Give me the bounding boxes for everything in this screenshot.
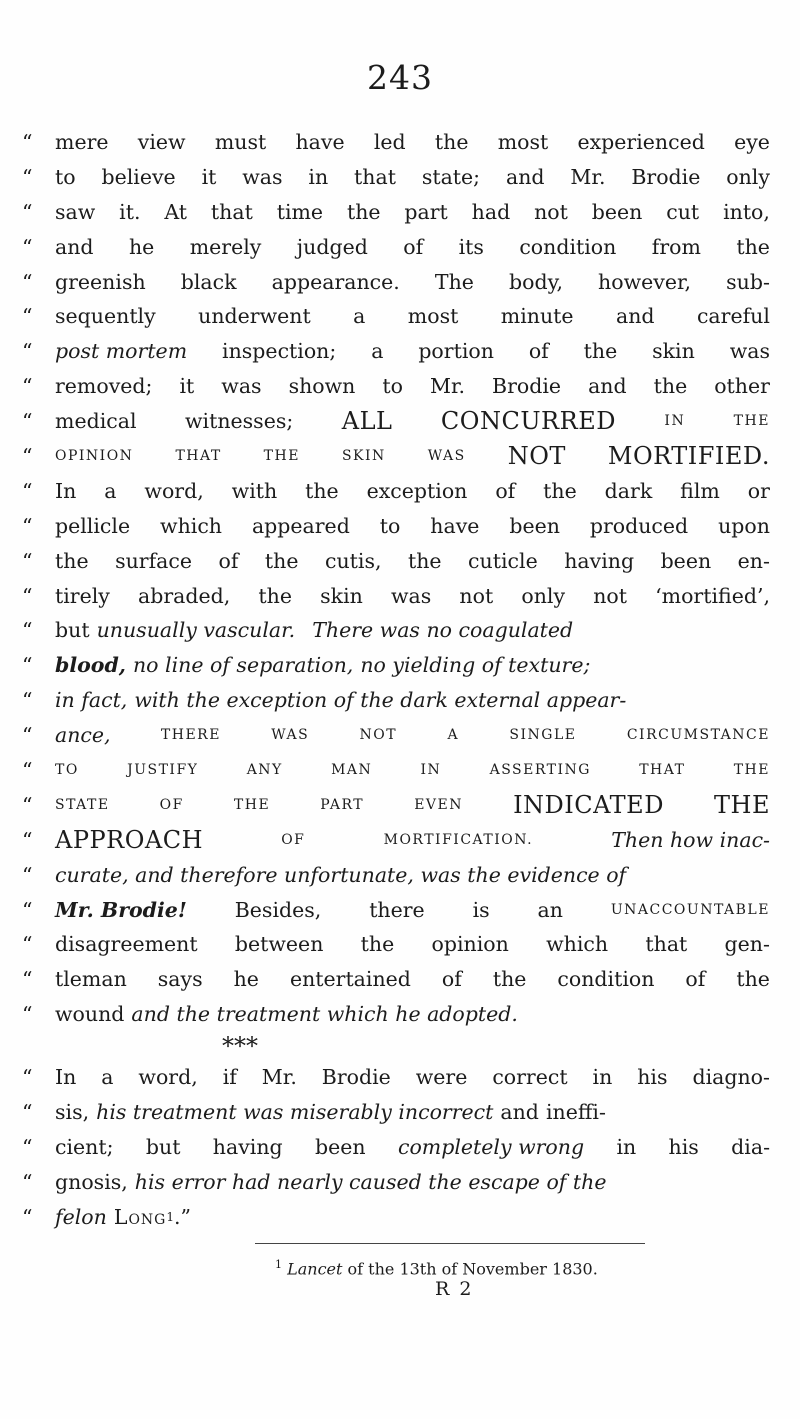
word: witnesses;	[184, 409, 294, 434]
word: the	[434, 130, 469, 154]
text-line	[22, 334, 770, 369]
word: a	[101, 1065, 114, 1090]
capitals: CONCURRED	[440, 407, 616, 436]
word: the	[543, 478, 577, 503]
word: cut	[666, 199, 700, 224]
small-caps: OPINION	[55, 448, 134, 465]
word: if	[222, 1065, 237, 1090]
word: not	[534, 199, 568, 224]
word: other	[714, 374, 770, 399]
small-caps: THAT	[175, 448, 222, 465]
small-caps-name: Long	[113, 1204, 167, 1229]
text-line	[22, 369, 770, 404]
word: Brodie	[631, 164, 701, 189]
word: skin	[320, 583, 363, 608]
word: word,	[138, 1065, 198, 1090]
text-line	[22, 858, 770, 893]
quote-mark: “	[22, 862, 33, 887]
text-line	[22, 1130, 770, 1165]
word: but	[55, 618, 90, 643]
page-number: 243	[367, 58, 433, 97]
word: in	[308, 164, 329, 189]
capitals: NOT	[507, 442, 566, 471]
emphasis: in fact,	[55, 688, 128, 713]
word: from	[651, 234, 701, 259]
word: which	[160, 513, 223, 538]
word: a	[371, 339, 384, 364]
word: pellicle	[55, 513, 131, 538]
small-caps: A	[447, 727, 460, 744]
word: Brodie	[321, 1065, 391, 1090]
text-line	[22, 893, 770, 928]
word: underwent	[198, 304, 311, 329]
small-caps: WAS	[271, 727, 310, 744]
capitals: INDICATED	[513, 790, 664, 819]
footnote-reference: 1	[166, 1209, 174, 1224]
quote-mark: “	[22, 164, 33, 189]
word: been	[591, 199, 643, 224]
word: have	[295, 130, 345, 154]
quote-mark: “	[22, 1100, 33, 1125]
word: the	[55, 548, 89, 573]
word: his	[668, 1134, 699, 1159]
emphasis: Mr. Brodie!	[55, 897, 187, 922]
quote-mark: “	[22, 932, 33, 957]
word: to	[379, 513, 401, 538]
emphasis: There was no coagulated	[312, 618, 574, 643]
signature-mark: R 2	[435, 1278, 474, 1300]
word: of	[441, 967, 462, 992]
small-caps: THE	[263, 448, 300, 465]
word: mere	[55, 130, 109, 154]
emphasis: completely wrong	[397, 1134, 585, 1159]
word: inspection;	[222, 339, 337, 364]
word: an	[537, 897, 563, 922]
word: was	[242, 164, 283, 189]
word: to	[382, 374, 403, 399]
word: cutis,	[324, 548, 382, 573]
small-caps: ANY	[246, 762, 283, 779]
text-line	[22, 439, 770, 474]
capitals: THE	[714, 790, 770, 819]
quote-mark: “	[22, 409, 33, 434]
small-caps: THE	[233, 796, 271, 813]
word: Mr.	[570, 164, 606, 189]
word: believe	[101, 164, 176, 189]
quote-mark: “	[22, 444, 33, 469]
word: medical	[55, 409, 137, 434]
text-line	[22, 997, 770, 1032]
word: appearance.	[271, 269, 400, 294]
small-caps: THERE	[160, 727, 221, 744]
word: correct	[492, 1065, 568, 1090]
word: between	[234, 932, 324, 957]
quote-mark: “	[22, 130, 33, 154]
word: most	[497, 130, 549, 154]
word: having	[564, 548, 635, 573]
word: gen-	[724, 932, 770, 957]
text-line	[22, 404, 770, 439]
word: it	[179, 374, 195, 399]
small-caps: IN	[664, 413, 686, 430]
text-line	[22, 544, 770, 579]
word: not	[593, 583, 627, 608]
word: the	[407, 548, 442, 573]
word: and	[615, 304, 655, 329]
text-line	[22, 718, 770, 753]
word: In	[55, 1065, 77, 1090]
asterisk: *	[222, 1032, 234, 1061]
word: The	[434, 269, 474, 294]
emphasis: curate, and therefore unfortunate, was the evidence of	[55, 862, 627, 887]
text-line	[22, 823, 770, 858]
quote-mark: “	[22, 1134, 33, 1159]
word: ineffi-	[545, 1100, 606, 1125]
text-line	[22, 265, 770, 300]
word: that	[645, 932, 688, 957]
quote-mark: “	[22, 269, 33, 294]
word: abraded,	[138, 583, 231, 608]
small-caps: IN	[420, 762, 442, 779]
text-line	[22, 613, 770, 648]
word: the	[583, 339, 618, 364]
quote-mark: “	[22, 1204, 33, 1229]
small-caps: OF	[281, 831, 306, 848]
word: diagno-	[692, 1065, 770, 1090]
word: it	[201, 164, 217, 189]
text-line	[22, 299, 770, 334]
word: or	[747, 478, 770, 503]
word: disagreement	[55, 932, 198, 957]
word: to	[55, 164, 76, 189]
word: only	[726, 164, 770, 189]
word: condition	[519, 234, 617, 259]
word: sis,	[55, 1100, 90, 1125]
quote-mark: “	[22, 653, 33, 678]
word: judged	[296, 234, 368, 259]
word: been	[660, 548, 712, 573]
emphasis: with the exception of the dark external appear-	[134, 688, 627, 713]
text-line	[22, 1060, 770, 1095]
small-caps: THAT	[639, 762, 686, 779]
word: into,	[723, 199, 770, 224]
word: the	[653, 374, 688, 399]
word: sub-	[726, 269, 770, 294]
emphasis: felon	[55, 1204, 107, 1229]
word: minute	[500, 304, 574, 329]
word: wound	[55, 1002, 125, 1027]
text-line	[22, 1200, 770, 1235]
small-caps: EVEN	[414, 796, 464, 813]
quote-mark: “	[22, 1169, 33, 1194]
word: the	[360, 932, 395, 957]
word: had	[471, 199, 511, 224]
word: cuticle	[468, 548, 538, 573]
quote-mark: “	[22, 618, 33, 643]
word: eye	[734, 130, 770, 154]
word: produced	[589, 513, 689, 538]
word: appeared	[251, 513, 350, 538]
quote-mark: “	[22, 374, 33, 399]
capitals: MORTIFIED.	[607, 442, 770, 471]
word: having	[212, 1134, 283, 1159]
quote-mark: “	[22, 478, 33, 503]
word: must	[214, 130, 267, 154]
word: view	[137, 130, 186, 154]
small-caps: SINGLE	[509, 727, 577, 744]
word: tirely	[55, 583, 110, 608]
word: the	[346, 199, 381, 224]
word: the	[736, 234, 770, 259]
word: gnosis,	[55, 1169, 128, 1194]
word: it.	[119, 199, 141, 224]
word: of	[528, 339, 549, 364]
word: opinion	[431, 932, 509, 957]
footnote-text: of the 13th of November 1830.	[342, 1259, 598, 1279]
small-caps: WAS	[427, 448, 466, 465]
text-line	[22, 1095, 770, 1130]
word: the	[492, 967, 527, 992]
text-line	[22, 1165, 770, 1200]
small-caps: SKIN	[341, 448, 386, 465]
word: that	[354, 164, 396, 189]
word: condition	[557, 967, 655, 992]
text-line	[22, 753, 770, 788]
text-line	[22, 788, 770, 823]
word: upon	[718, 513, 770, 538]
word: in	[616, 1134, 637, 1159]
quote-mark: “	[22, 758, 33, 783]
word: Mr.	[429, 374, 466, 399]
word: the	[736, 967, 770, 992]
word: most	[407, 304, 459, 329]
quote-mark: “	[22, 967, 33, 992]
emphasis: unusually vascular.	[96, 618, 296, 643]
asterisk: *	[234, 1032, 246, 1061]
word: film	[680, 478, 720, 503]
word: says	[157, 967, 203, 992]
small-caps: UNACCOUNTABLE	[610, 901, 770, 918]
word: and	[500, 1100, 539, 1125]
word: its	[458, 234, 484, 259]
word: exception	[366, 478, 468, 503]
small-caps: OF	[159, 796, 184, 813]
word: not	[459, 583, 494, 608]
footnote-source: Lancet	[287, 1259, 343, 1279]
text-line	[22, 648, 770, 683]
text-line	[22, 579, 770, 614]
small-caps: PART	[320, 796, 365, 813]
emphasis: blood,	[55, 653, 126, 678]
emphasis: his error had nearly caused the escape of the	[134, 1169, 607, 1194]
small-caps: MAN	[331, 762, 373, 779]
word: which	[546, 932, 609, 957]
small-caps: MORTIFICATION.	[383, 831, 534, 848]
word: shown	[288, 374, 356, 399]
word: tleman	[55, 967, 127, 992]
word: dark	[604, 478, 653, 503]
word: time	[276, 199, 324, 224]
word: portion	[418, 339, 494, 364]
footnote	[275, 1254, 598, 1280]
word: body,	[509, 269, 563, 294]
word: greenish	[55, 269, 146, 294]
word: black	[180, 269, 237, 294]
quote-mark: “	[22, 897, 33, 922]
quote-mark: “	[22, 199, 33, 224]
word: state;	[421, 164, 481, 189]
word: cient;	[55, 1134, 114, 1159]
word: Mr.	[261, 1065, 297, 1090]
emphasis: Then how inac-	[611, 827, 770, 852]
small-caps: CIRCUMSTANCE	[626, 727, 770, 744]
word: In	[55, 478, 77, 503]
word: word,	[144, 478, 204, 503]
word: of	[685, 967, 706, 992]
quote-mark: “	[22, 583, 33, 608]
emphasis: his treatment was miserably incorrect	[96, 1100, 494, 1125]
emphasis: no line of separation,	[132, 653, 354, 678]
quote-mark: “	[22, 688, 33, 713]
quote-mark: “	[22, 827, 33, 852]
body-text	[22, 125, 770, 1235]
section-break	[22, 1032, 770, 1060]
text-line	[22, 683, 770, 718]
small-caps: STATE	[55, 796, 110, 813]
word: with	[231, 478, 278, 503]
word: and	[588, 374, 627, 399]
text-line	[22, 509, 770, 544]
emphasis: post mortem	[55, 339, 188, 364]
quote-mark: “	[22, 792, 33, 817]
word: saw	[55, 199, 96, 224]
word: his	[637, 1065, 668, 1090]
text-line	[22, 474, 770, 509]
word: only	[521, 583, 566, 608]
text-line	[22, 927, 770, 962]
text-line	[22, 962, 770, 997]
word: the	[305, 478, 339, 503]
text-line	[22, 230, 770, 265]
quote-mark: “	[22, 234, 33, 259]
word: led	[373, 130, 406, 154]
small-caps: THE	[733, 762, 770, 779]
word: At	[164, 199, 188, 224]
small-caps: NOT	[359, 727, 398, 744]
text-line	[22, 160, 770, 195]
capitals: ALL	[341, 407, 393, 436]
word: is	[472, 897, 490, 922]
word: skin	[652, 339, 695, 364]
word: in	[592, 1065, 613, 1090]
word: a	[104, 478, 117, 503]
word: sequently	[55, 304, 156, 329]
word: ‘mortified’,	[655, 583, 770, 608]
emphasis: no yielding of texture;	[360, 653, 591, 678]
capitals: APPROACH	[55, 825, 203, 854]
word: Brodie	[492, 374, 562, 399]
word: he	[128, 234, 155, 259]
small-caps: THE	[733, 413, 770, 430]
word: surface	[115, 548, 193, 573]
word: of	[403, 234, 424, 259]
footnote-rule	[255, 1243, 645, 1244]
word: careful	[696, 304, 770, 329]
quote-mark: “	[22, 548, 33, 573]
text-line	[22, 125, 770, 160]
small-caps: TO	[55, 762, 79, 779]
word: a	[353, 304, 366, 329]
word: .”	[174, 1204, 191, 1229]
word: were	[415, 1065, 468, 1090]
word: and	[505, 164, 545, 189]
emphasis: ance,	[55, 723, 111, 748]
word: there	[369, 897, 425, 922]
word: and	[55, 234, 94, 259]
quote-mark: “	[22, 339, 33, 364]
text-line	[22, 195, 770, 230]
word: however,	[598, 269, 692, 294]
quote-mark: “	[22, 1002, 33, 1027]
word: part	[404, 199, 448, 224]
quote-mark: “	[22, 304, 33, 329]
small-caps: ASSERTING	[489, 762, 591, 779]
word: but	[145, 1134, 181, 1159]
word: entertained	[289, 967, 411, 992]
word: been	[509, 513, 560, 538]
small-caps: JUSTIFY	[127, 762, 199, 779]
word: have	[430, 513, 480, 538]
word: of	[218, 548, 239, 573]
word: was	[729, 339, 770, 364]
emphasis: and the treatment which he adopted.	[131, 1002, 518, 1027]
asterisk: *	[246, 1032, 258, 1061]
word: been	[315, 1134, 366, 1159]
word: of	[495, 478, 516, 503]
word: the	[264, 548, 299, 573]
quote-mark: “	[22, 513, 33, 538]
word: was	[221, 374, 262, 399]
word: Besides,	[234, 897, 322, 922]
word: experienced	[577, 130, 705, 154]
word: was	[390, 583, 432, 608]
word: he	[233, 967, 259, 992]
word: merely	[189, 234, 262, 259]
word: removed;	[55, 374, 153, 399]
quote-mark: “	[22, 723, 33, 748]
word: dia-	[731, 1134, 770, 1159]
quote-mark: “	[22, 1065, 33, 1090]
word: that	[210, 199, 253, 224]
footnote-marker: 1	[275, 1258, 282, 1271]
word: en-	[737, 548, 770, 573]
word: the	[258, 583, 292, 608]
